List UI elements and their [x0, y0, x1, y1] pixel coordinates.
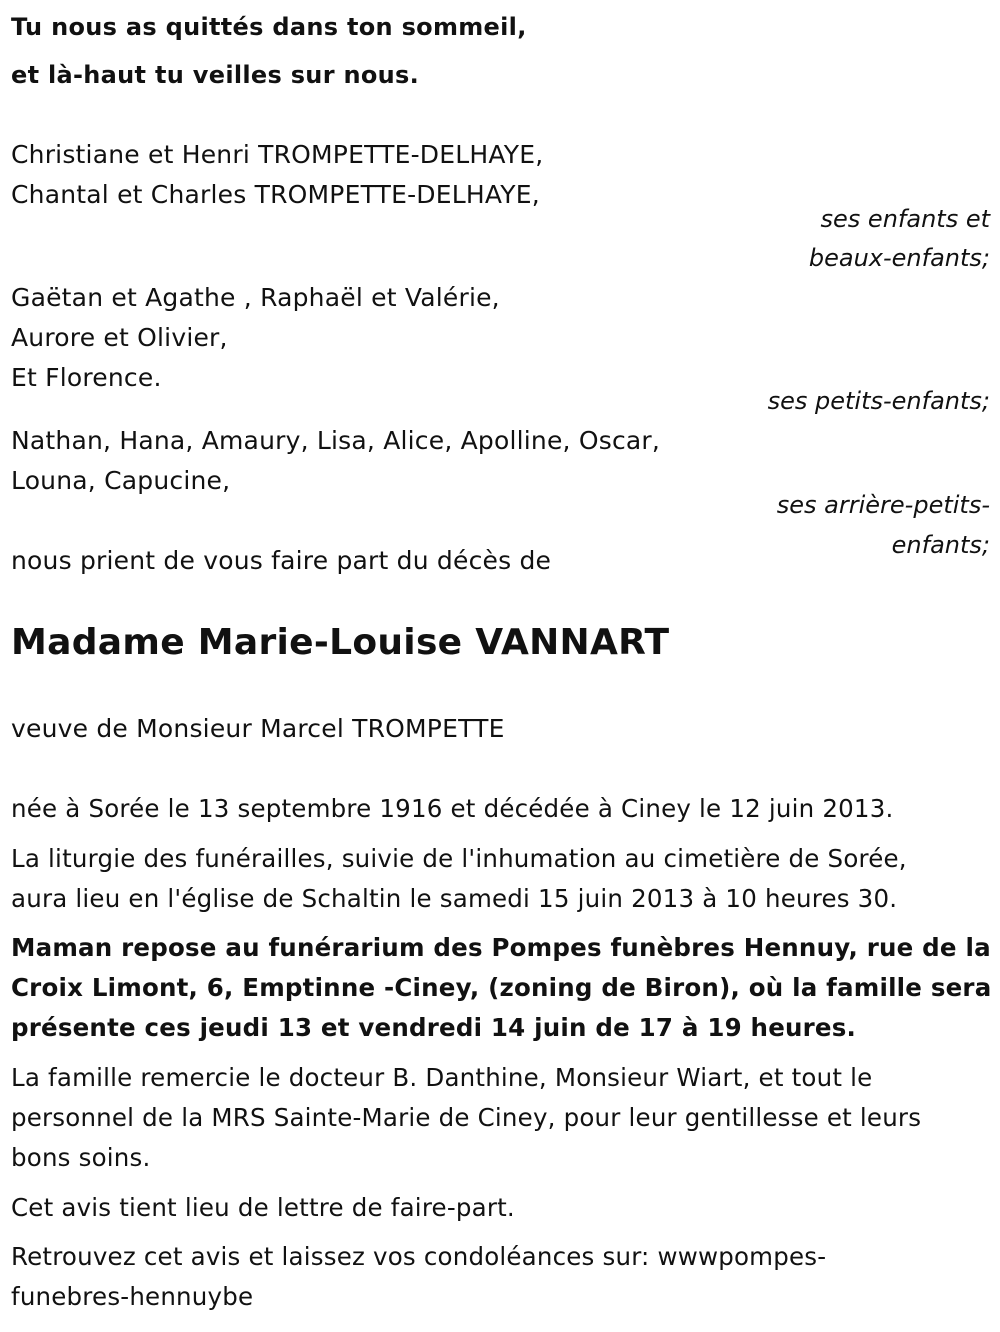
liturgy-line: aura lieu en l'église de Schaltin le samedi 15 juin 2013 à 10 heures 30.	[11, 884, 898, 913]
verse-line: Tu nous as quittés dans ton sommeil,	[11, 13, 527, 41]
grandchildren-line: Gaëtan et Agathe , Raphaël et Valérie,	[11, 283, 500, 312]
condolences-line: funebres-hennuybe	[11, 1282, 254, 1311]
thanks-line: personnel de la MRS Sainte-Marie de Ciney, pour leur gentillesse et leurs	[11, 1103, 922, 1132]
great-grandchildren-relation: ses arrière-petits-	[776, 491, 990, 519]
great-grandchildren-line: Louna, Capucine,	[11, 466, 231, 495]
visitation-line: présente ces jeudi 13 et vendredi 14 juin de 17 à 19 heures.	[11, 1013, 857, 1042]
children-line: Chantal et Charles TROMPETTE-DELHAYE,	[11, 180, 540, 209]
children-relation: beaux-enfants;	[808, 244, 990, 272]
children-line: Christiane et Henri TROMPETTE-DELHAYE,	[11, 140, 544, 169]
notice-text: Cet avis tient lieu de lettre de faire-part.	[11, 1193, 515, 1222]
verse-line: et là-haut tu veilles sur nous.	[11, 61, 420, 89]
grandchildren-line: Aurore et Olivier,	[11, 323, 228, 352]
deceased-name: Madame Marie-Louise VANNART	[11, 622, 670, 663]
great-grandchildren-relation: enfants;	[891, 531, 990, 559]
visitation-line: Croix Limont, 6, Emptinne -Ciney, (zoning de Biron), où la famille sera	[11, 973, 992, 1002]
grandchildren-line: Et Florence.	[11, 363, 162, 392]
announcement-text: nous prient de vous faire part du décès de	[11, 546, 552, 575]
thanks-line: La famille remercie le docteur B. Danthine, Monsieur Wiart, et tout le	[11, 1063, 873, 1092]
thanks-line: bons soins.	[11, 1143, 151, 1172]
great-grandchildren-line: Nathan, Hana, Amaury, Lisa, Alice, Apolline, Oscar,	[11, 426, 661, 455]
birth-death-text: née à Sorée le 13 septembre 1916 et décédée à Ciney le 12 juin 2013.	[11, 794, 894, 823]
widow-of-text: veuve de Monsieur Marcel TROMPETTE	[11, 714, 505, 743]
visitation-line: Maman repose au funérarium des Pompes funèbres Hennuy, rue de la	[11, 933, 991, 962]
liturgy-line: La liturgie des funérailles, suivie de l'inhumation au cimetière de Sorée,	[11, 844, 907, 873]
condolences-line: Retrouvez cet avis et laissez vos condoléances sur: wwwpompes-	[11, 1242, 827, 1271]
children-relation: ses enfants et	[820, 205, 990, 233]
grandchildren-relation: ses petits-enfants;	[767, 387, 990, 415]
